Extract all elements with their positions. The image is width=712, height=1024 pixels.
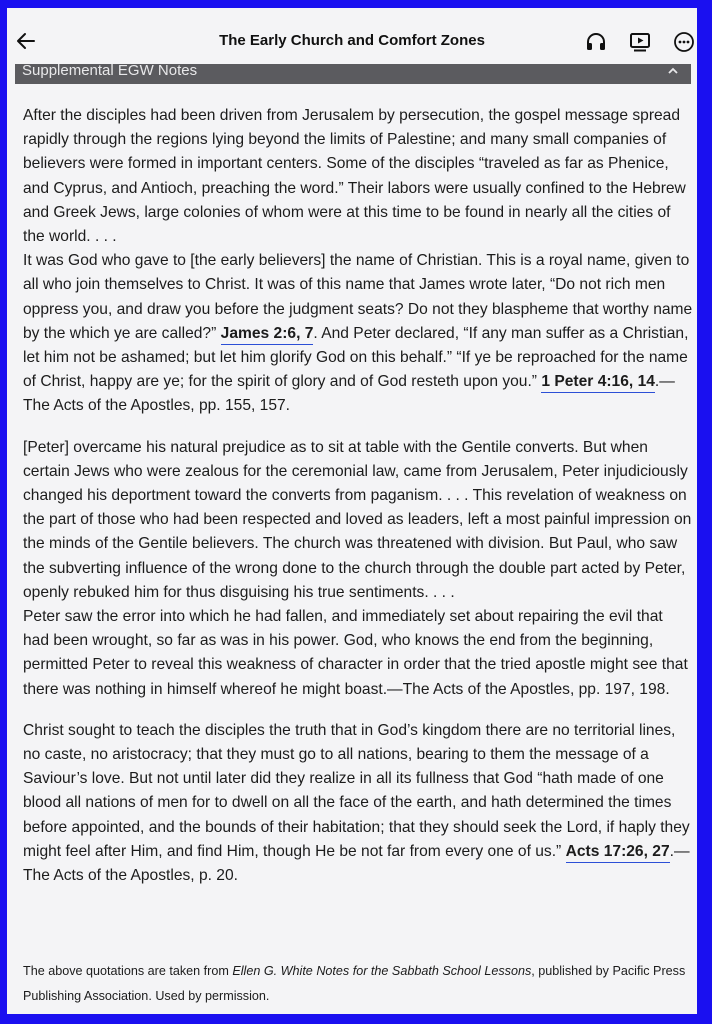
app-frame — [7, 8, 697, 1014]
paragraph-text: Christ sought to teach the disciples the truth that in God’s kingdom there are no territorial lines, no caste, no aristocracy; that they must go to all nations, bearing to them the message of a Saviour’s love. But not until later did they realize in all its fullness that God “hath made of one blood all nations of men for to dwell on all the face of the earth, and hath determined the times before appointed, and the bounds of their habitation; that they should seek the Lord, if haply they might feel after Him, and find Him, though He be not far from every one of us.” — [23, 721, 690, 860]
citation-text: .—The Acts of the Apostles, pp. 155, 157. — [23, 373, 675, 415]
paragraph-text: . And Peter declared, “If any man suffer as a Christian, let him not be ashamed; but let him glorify God on this behalf.” “If ye be reproached for the name of Christ, happy are ye; for the spirit of glory and of God resteth upon you.” — [23, 324, 689, 391]
more-options-icon[interactable] — [673, 31, 695, 53]
chevron-up-icon[interactable] — [667, 65, 679, 77]
paragraph: [Peter] overcame his natural prejudice as to sit at table with the Gentile converts. But when certain Jews who were zealous for the ceremonial law, came from Jerusalem, Peter injudiciously changed his deportment toward the converts from paganism. . . . This revelation of weakness on the part of those who had been respected and loved as leaders, left a most painful impression on the minds of the Gentile believers. The church was threatened with division. But Paul, who saw the subverting influence of the wrong done to the church through the double part acted by Peter, openly rebuked him for thus disguising his true sentiments. . . . — [23, 438, 692, 601]
footer-text: The above quotations are taken from — [23, 964, 233, 978]
notes-content — [23, 104, 693, 888]
section-title: Supplemental EGW Notes — [22, 64, 198, 79]
headphones-icon[interactable] — [585, 31, 607, 53]
paragraph: After the disciples had been driven from Jerusalem by persecution, the gospel message spread rapidly through the regions lying beyond the limits of Palestine; and many small companies of believers were formed in important centers. Some of the disciples “traveled as far as Phenice, and Cyprus, and Antioch, preaching the word.” Their labors were usually confined to the Hebrew and Greek Jews, large colonies of whom were at this time to be found in nearly all the cities of the world. . . . — [23, 107, 686, 246]
scripture-link[interactable]: 1 Peter 4:16, 14 — [541, 373, 655, 393]
book-title: Ellen G. White Notes for the Sabbath School Lessons — [232, 964, 532, 978]
paragraph — [23, 249, 693, 418]
paragraph-text: It was God who gave to [the early believers] the name of Christian. This is a royal name, given to all who join themselves to Christ. It was of this name that James wrote later, “Do not rich men oppress you, and draw you before the judgment seats? Do not they blaspheme that worthy name by the which ye are called?” — [23, 252, 693, 342]
scripture-link[interactable]: Acts 17:26, 27 — [566, 843, 670, 863]
scripture-link[interactable]: James 2:6, 7 — [221, 325, 314, 345]
paragraph: Peter saw the error into which he had fallen, and immediately set about repairing the evil that had been wrought, so far as was in his power. God, who knows the end from the beginning, permitted Peter to reveal this weakness of character in order that the tried apostle might see that there was nothing in himself whereof he might boast.—The Acts of the Apostles, pp. 197, 198. — [23, 608, 688, 698]
page-title: The Early Church and Comfort Zones — [219, 32, 485, 49]
footer-text: , published by Pacific Press Publishing Association. Used by permission. — [23, 964, 686, 1003]
paragraph — [23, 719, 693, 888]
play-video-icon[interactable] — [629, 31, 651, 53]
top-bar — [7, 8, 697, 64]
permission-footer — [23, 959, 693, 1009]
citation-text: .—The Acts of the Apostles, p. 20. — [23, 842, 690, 885]
section-header[interactable] — [15, 64, 691, 84]
